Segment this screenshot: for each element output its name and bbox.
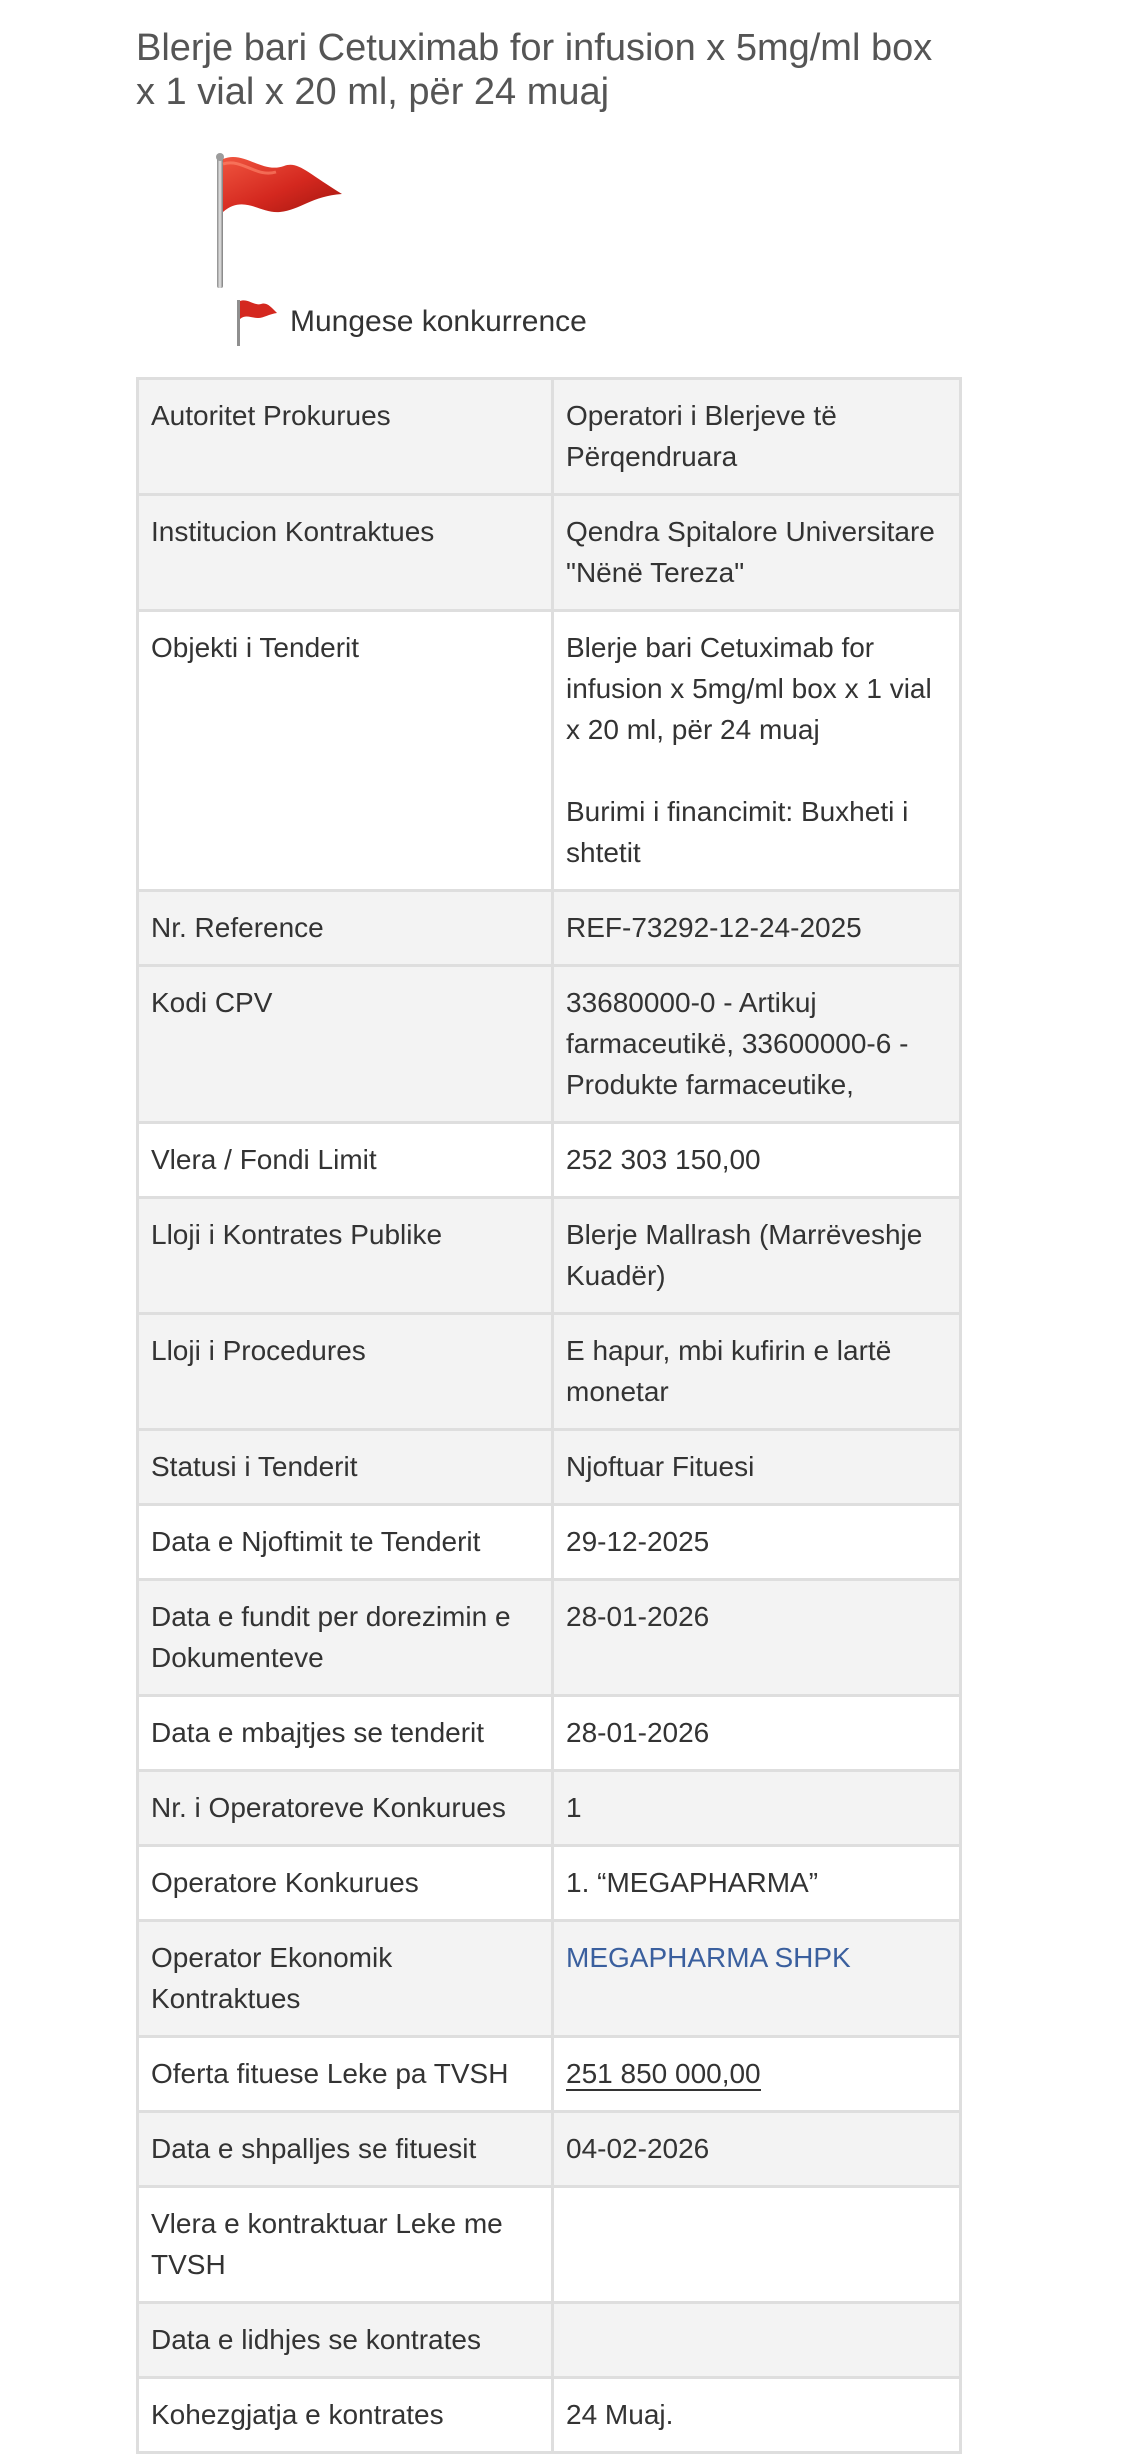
row-label: Lloji i Kontrates Publike [138, 1198, 553, 1314]
flag-label: Mungese konkurrence [290, 305, 587, 338]
table-row [138, 891, 961, 966]
table-row [138, 379, 961, 495]
row-label: Nr. Reference [138, 891, 553, 966]
row-label: Vlera e kontraktuar Leke me TVSH [138, 2187, 553, 2303]
table-row [138, 2378, 961, 2453]
funding-source-text: Burimi i financimit: Buxheti i shtetit [566, 796, 909, 868]
row-value: Qendra Spitalore Universitare "Nënë Tereza" [553, 495, 961, 611]
row-label: Data e mbajtjes se tenderit [138, 1696, 553, 1771]
row-label: Vlera / Fondi Limit [138, 1123, 553, 1198]
row-value: 29-12-2025 [553, 1505, 961, 1580]
page-title: Blerje bari Cetuximab for infusion x 5mg/ml box x 1 vial x 20 ml, për 24 muaj [136, 27, 933, 113]
table-row [138, 1771, 961, 1846]
tender-details-table [136, 377, 962, 2454]
row-value [553, 2187, 961, 2303]
row-label: Oferta fituese Leke pa TVSH [138, 2037, 553, 2112]
winning-offer-value: 251 850 000,00 [566, 2058, 761, 2089]
row-value: Njoftuar Fituesi [553, 1430, 961, 1505]
table-row [138, 495, 961, 611]
table-row [138, 2112, 961, 2187]
row-label: Statusi i Tenderit [138, 1430, 553, 1505]
row-value: 04-02-2026 [553, 2112, 961, 2187]
row-value: 28-01-2026 [553, 1696, 961, 1771]
table-row [138, 1580, 961, 1696]
row-value [553, 2303, 961, 2378]
row-value: 33680000-0 - Artikuj farmaceutikë, 33600000-6 - Produkte farmaceutike, [553, 966, 961, 1123]
row-value: 28-01-2026 [553, 1580, 961, 1696]
row-value: 1 [553, 1771, 961, 1846]
row-value-cell [553, 1921, 961, 2037]
no-competition-indicator [234, 296, 587, 348]
table-row [138, 966, 961, 1123]
row-label: Nr. i Operatoreve Konkurues [138, 1771, 553, 1846]
row-value: 252 303 150,00 [553, 1123, 961, 1198]
row-value-cell [553, 2037, 961, 2112]
table-row [138, 1123, 961, 1198]
table-row [138, 1921, 961, 2037]
row-value: 1. “MEGAPHARMA” [553, 1846, 961, 1921]
table-row [138, 2037, 961, 2112]
table-row [138, 1846, 961, 1921]
row-value: Blerje Mallrash (Marrëveshje Kuadër) [553, 1198, 961, 1314]
row-label: Data e shpalljes se fituesit [138, 2112, 553, 2187]
row-label: Data e Njoftimit te Tenderit [138, 1505, 553, 1580]
row-label: Data e lidhjes se kontrates [138, 2303, 553, 2378]
tender-object-text: Blerje bari Cetuximab for infusion x 5mg/ml box x 1 vial x 20 ml, për 24 muaj [566, 632, 932, 745]
row-label: Institucion Kontraktues [138, 495, 553, 611]
row-label: Autoritet Prokurues [138, 379, 553, 495]
red-flag-icon [214, 152, 346, 290]
contractor-link[interactable]: MEGAPHARMA SHPK [566, 1942, 851, 1973]
table-row [138, 1198, 961, 1314]
row-label: Lloji i Procedures [138, 1314, 553, 1430]
row-label: Kodi CPV [138, 966, 553, 1123]
row-label: Data e fundit per dorezimin e Dokumenteve [138, 1580, 553, 1696]
row-label: Operator Ekonomik Kontraktues [138, 1921, 553, 2037]
table-row [138, 1314, 961, 1430]
table-row [138, 1505, 961, 1580]
table-row [138, 2303, 961, 2378]
row-label: Operatore Konkurues [138, 1846, 553, 1921]
row-value: 24 Muaj. [553, 2378, 961, 2453]
row-value-cell [553, 611, 961, 891]
table-row [138, 1430, 961, 1505]
small-red-flag-icon [234, 298, 278, 346]
table-row [138, 2187, 961, 2303]
row-value: Operatori i Blerjeve të Përqendruara [553, 379, 961, 495]
table-row [138, 611, 961, 891]
table-row [138, 1696, 961, 1771]
row-value: REF-73292-12-24-2025 [553, 891, 961, 966]
row-label: Objekti i Tenderit [138, 611, 553, 891]
row-value: E hapur, mbi kufirin e lartë monetar [553, 1314, 961, 1430]
row-label: Kohezgjatja e kontrates [138, 2378, 553, 2453]
